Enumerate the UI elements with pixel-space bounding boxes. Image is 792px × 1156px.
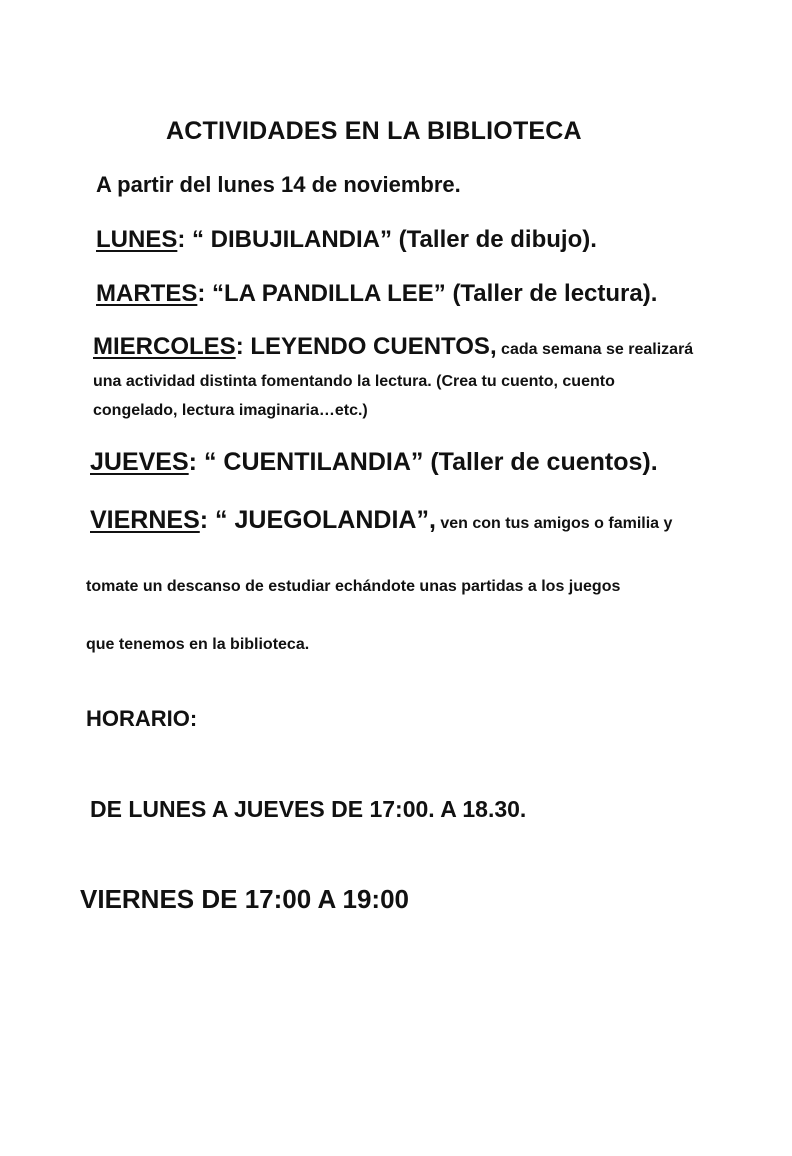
activity-friday-desc-3: que tenemos en la biblioteca. <box>86 636 310 653</box>
activity-tuesday-text: : “LA PANDILLA LEE” (Taller de lectura). <box>197 280 658 307</box>
schedule-heading: HORARIO: <box>86 706 198 731</box>
activity-thursday <box>90 448 658 477</box>
day-label-monday: LUNES <box>96 226 178 253</box>
activity-wednesday-desc-3: congelado, lectura imaginaria…etc.) <box>93 402 368 419</box>
day-label-thursday: JUEVES <box>90 448 189 476</box>
activity-friday <box>90 506 672 535</box>
activity-monday-text: : “ DIBUJILANDIA” (Taller de dibujo). <box>177 226 597 253</box>
day-label-friday: VIERNES <box>90 506 200 534</box>
activity-wednesday-text: : LEYENDO CUENTOS, <box>235 333 497 360</box>
activity-tuesday <box>96 280 657 308</box>
activity-monday <box>96 226 597 254</box>
activity-friday-desc-2: tomate un descanso de estudiar echándote unas partidas a los juegos <box>86 578 621 595</box>
schedule-weekdays: DE LUNES A JUEVES DE 17:00. A 18.30. <box>90 796 527 822</box>
schedule-friday: VIERNES DE 17:00 A 19:00 <box>80 884 409 914</box>
activity-wednesday <box>93 333 693 361</box>
activity-thursday-text: : “ CUENTILANDIA” (Taller de cuentos). <box>188 448 658 476</box>
page-title: ACTIVIDADES EN LA BIBLIOTECA <box>166 117 582 145</box>
day-label-wednesday: MIERCOLES <box>93 333 236 360</box>
day-label-tuesday: MARTES <box>96 280 198 307</box>
start-date-text: A partir del lunes 14 de noviembre. <box>96 172 461 197</box>
activity-friday-desc-1: ven con tus amigos o familia y <box>435 515 673 532</box>
activity-wednesday-desc-1: cada semana se realizará <box>496 341 694 358</box>
activity-friday-text: : “ JUEGOLANDIA”, <box>199 506 436 534</box>
activity-wednesday-desc-2: una actividad distinta fomentando la lectura. (Crea tu cuento, cuento <box>93 373 615 390</box>
